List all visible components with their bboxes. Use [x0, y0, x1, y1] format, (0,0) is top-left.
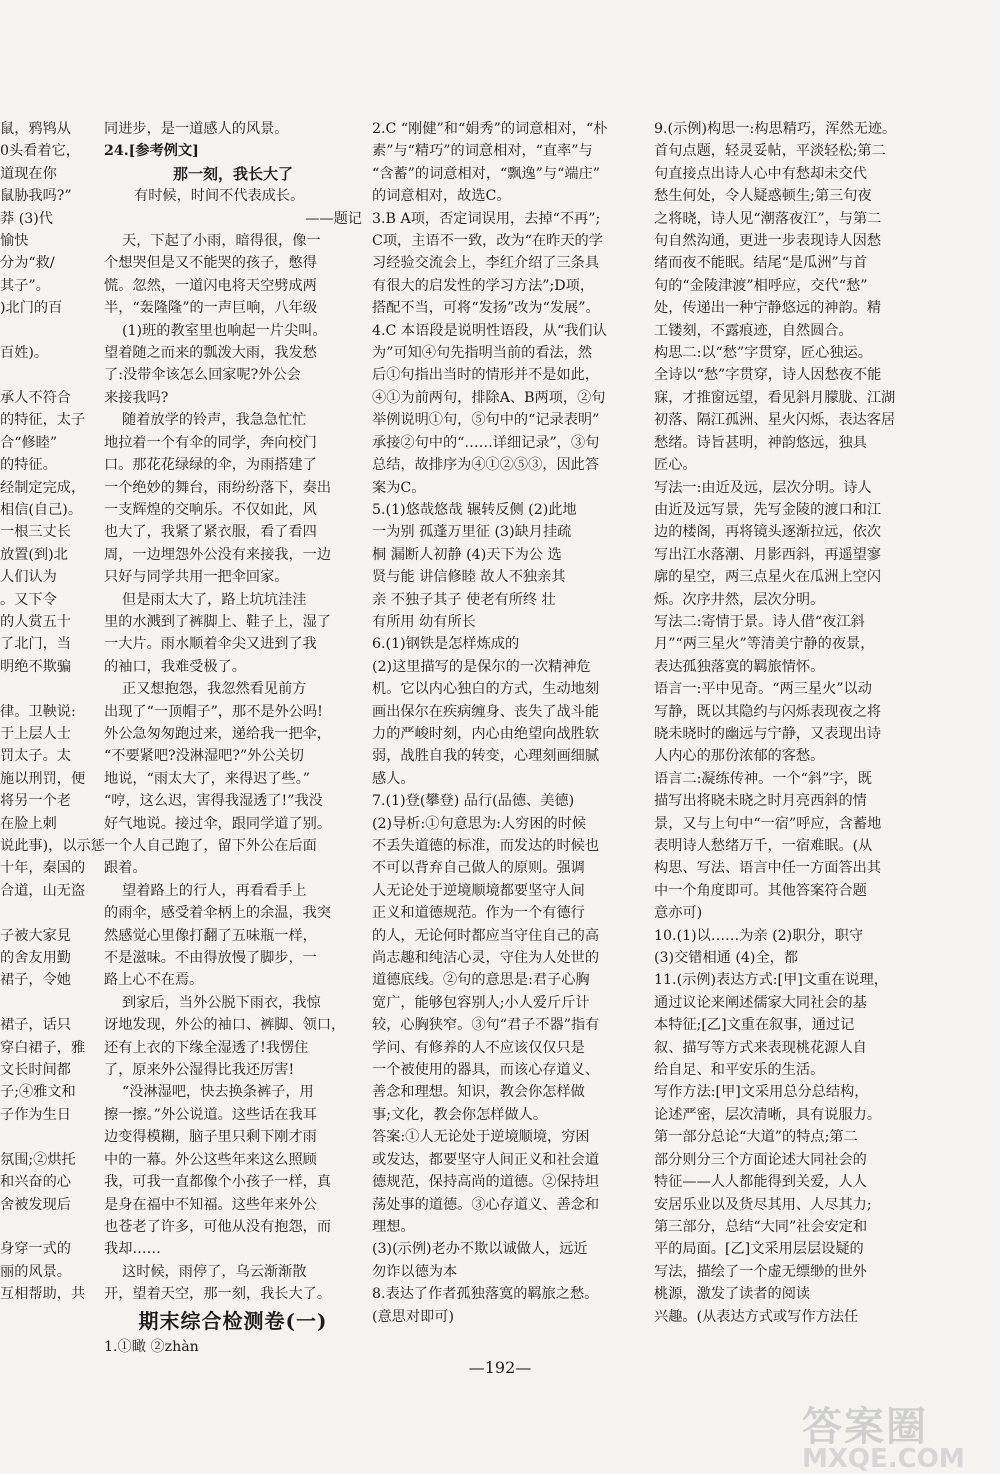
text-line: 廓的星空，两三点星火在瓜洲上空闪	[654, 569, 882, 586]
text-line: 答案:①人无论处于逆境顺境，穷困	[372, 1129, 590, 1146]
text-line: 莽 (3)代	[0, 210, 53, 227]
text-line: (3)交错相通 (4)全，都	[654, 950, 799, 967]
text-line: 氛围;②烘托	[0, 1151, 76, 1168]
text-line: 写静，既以其隐约与闪烁表现夜之将	[654, 703, 882, 720]
text-line: 素”与“精巧”的词意相对，“直率”与	[372, 143, 593, 160]
text-line: “含蓄”的词意相对，“飘逸”与“端庄”	[372, 165, 600, 182]
text-line: 构思二:以“愁”字贯穿，匠心独运。	[654, 345, 872, 362]
text-line: 描写出将晓未晓之时月亮西斜的情	[654, 793, 867, 810]
text-line: 桐 漏断人初静 (4)天下为公 选	[372, 546, 562, 563]
text-line: 2.C “刚健”和“娟秀”的词意相对，“朴	[372, 121, 608, 137]
text-line: 一大片。雨水顺着伞尖又进到了我	[104, 636, 317, 653]
text-line: 写法，描绘了一个虚无缥缈的世外	[654, 1263, 867, 1280]
text-line: 学问、有修养的人不应该仅仅只是	[372, 1039, 585, 1056]
text-line: 之将晓，诗人见“潮落夜江”，与第二	[654, 210, 882, 227]
text-line: 弱，战胜自我的转变，心理刻画细腻	[372, 748, 600, 765]
text-line: 的人赏五十	[0, 613, 71, 630]
watermark	[802, 1395, 992, 1474]
watermark-logo: 答案圈	[802, 1404, 928, 1450]
text-line	[0, 364, 92, 386]
text-line: (意思对即可)	[372, 1308, 455, 1325]
text-line: 句自然沟通，更进一步表现诗人因愁	[654, 233, 882, 250]
text-line: 中的一幕。外公这些年来这么照顾	[104, 1151, 317, 1168]
text-line: 合道，山无盗	[0, 882, 86, 899]
text-line: C项，主语不一致，改为“在昨天的学	[372, 233, 603, 250]
text-line: ——题记	[305, 210, 362, 227]
text-line: 天，下起了小雨，暗得很，像一	[122, 233, 321, 250]
text-line: 亲 不独子其子 使老有所终 壮	[372, 591, 556, 608]
text-line: 由近及远写景，先写金陵的渡口和江	[654, 501, 882, 518]
text-line	[0, 902, 92, 924]
text-line: “哼，这么迟，害得我湿透了!”我没	[104, 793, 323, 810]
text-line: 处，传递出一种宁静悠远的神韵。精	[654, 300, 882, 317]
text-line: 尚志趣和纯洁心灵，守住为人处世的	[372, 950, 600, 967]
text-line: 力的严峻时刻，内心由绝望向战胜软	[372, 725, 600, 742]
text-line: 写法二:寄情于景。诗人借“夜江斜	[654, 613, 865, 630]
text-line	[0, 678, 92, 700]
text-line: 或发达，都要坚守人间正义和社会道	[372, 1151, 600, 1168]
text-line: 愉快	[0, 233, 29, 250]
text-line: 通过议论来阐述儒家大同社会的基	[654, 994, 867, 1011]
text-line: 出现了“一顶帽子”，那不是外公吗!	[104, 703, 323, 720]
text-line: 画出保尔在疾病缠身、丧失了战斗能	[372, 703, 600, 720]
text-line: 全诗以“愁”字贯穿，诗人因愁夜不能	[654, 367, 882, 384]
text-line: 的袖口，我难受极了。	[104, 658, 246, 675]
text-line: 7.(1)登(攀登) 品行(品德、美德)	[372, 793, 575, 810]
text-line: (1)班的教室里也响起一片尖叫。	[122, 322, 327, 339]
text-line	[0, 320, 92, 342]
text-line: 的词意相对，故选C。	[372, 188, 511, 205]
text-line: 习经验交流会上，李红介绍了三条具	[372, 255, 600, 272]
text-line: 也苍老了许多，可他从没有抱怨，而	[104, 1218, 332, 1235]
text-line: 地拉着一个有伞的同学，奔向校门	[104, 434, 317, 451]
text-line: 一个绝妙的舞台，雨纷纷落下，奏出	[104, 479, 332, 496]
text-line: 晓未晓时的幽远与宁静，又表现出诗	[654, 725, 882, 742]
text-line: 然感觉心里像打翻了五味瓶一样，	[104, 927, 317, 944]
text-line: 罚太子。太	[0, 748, 71, 765]
text-line: 承人不符合	[0, 389, 71, 406]
text-line: 本特征;[乙]文重在叙事，通过记	[654, 1017, 855, 1034]
text-line: 总结，故排序为④①②⑤③，因此答	[372, 457, 600, 474]
text-line: 有时候，时间不代表成长。	[134, 188, 305, 205]
text-line: 还有上衣的下缘全湿透了!我愣住	[104, 1039, 309, 1056]
text-line: 后①句指出当时的情形并不是如此，	[372, 367, 600, 384]
text-line: 其子”。	[0, 277, 50, 294]
text-line: 举例说明①句，⑤句中的“记录表明”	[372, 412, 600, 429]
text-line: 在脸上刺	[0, 815, 57, 832]
essay-column	[104, 118, 362, 1358]
text-line: 景，又与上句中“一宿”呼应，含蓄地	[654, 815, 882, 832]
text-line: 感人。	[372, 770, 415, 787]
text-line: 不可以背弃自己做人的原则。强调	[372, 860, 585, 877]
text-line: 匠心。	[654, 457, 697, 474]
text-line: 绪而夜不能眠。结尾“是瓜洲”与首	[654, 255, 868, 272]
text-line: 有很大的启发性的学习方法”;D项，	[372, 277, 595, 294]
text-line: 个想哭但是又不能哭的孩子，憋得	[104, 255, 317, 272]
text-line: 寐，才推窗远望，看见斜月朦胧、江湖	[654, 389, 896, 406]
text-line: 的人，无论何时都应当守住自己的高	[372, 927, 600, 944]
text-line: 望着路上的行人，再看看手上	[122, 882, 307, 899]
text-line: 烁。次序井然，层次分明。	[654, 591, 825, 608]
text-line: 舍被发现后	[0, 1196, 71, 1213]
text-line: 鼠胁我吗?”	[0, 188, 72, 205]
text-line: 期末综合检测卷(一)	[138, 1308, 328, 1333]
text-line: 和兴奋的心	[0, 1174, 71, 1191]
text-line: 十年，秦国的	[0, 860, 86, 877]
text-line: 到家后，当外公脱下雨衣，我惊	[122, 994, 321, 1011]
text-line: 的特征。	[0, 457, 57, 474]
text-line: 地说，“雨太大了，来得迟了些。”	[104, 770, 311, 787]
text-line: 论述严密，层次清晰，具有说服力。	[654, 1106, 882, 1123]
text-line: 擦一擦。”外公说道。这些话在我耳	[104, 1106, 317, 1123]
text-line: 鼠，鸦鸨从	[0, 121, 71, 137]
text-line: 但是雨太大了，路上坑坑洼洼	[122, 591, 307, 608]
text-line: 随着放学的铃声，我急急忙忙	[122, 412, 307, 429]
text-line: 荡处事的道德。③心存道义、善念和	[372, 1196, 600, 1213]
text-line: 是身在福中不知福。这些年来外公	[104, 1196, 317, 1213]
text-line: 正义和道德规范。作为一个有德行	[372, 905, 585, 922]
page-number: —192—	[468, 1358, 532, 1377]
text-line: 开，望着天空，那一刻，我长大了。	[104, 1286, 332, 1303]
watermark-url: MXQE.COM	[802, 1444, 965, 1474]
text-line: 正又想抱怨，我忽然看见前方	[122, 681, 307, 698]
text-line: 表明诗人愁绪万千，一宿难眠。(从	[654, 838, 873, 854]
text-line: 半，“轰隆隆”的一声巨响，八年级	[104, 300, 318, 317]
text-line: 这时候，雨停了，乌云渐渐散	[122, 1263, 307, 1280]
text-line: 愁生何处，令人疑惑顿生;第三句夜	[654, 188, 872, 205]
text-line: 周，一边埋怨外公没有来接我，一边	[104, 546, 332, 563]
text-line: 勿诈以德为本	[372, 1263, 458, 1280]
text-line: 边的楼阁，再将镜头逐渐拉远，依次	[654, 524, 882, 541]
text-line: 我却……	[104, 1241, 161, 1258]
text-line: 好气地说。接过伞，跟同学道了别。	[104, 815, 332, 832]
text-line: 身穿一式的	[0, 1241, 71, 1258]
text-line: 语言二:凝练传神。一个“斜”字，既	[654, 770, 872, 787]
text-line: 也大了，我紧了紧衣服，看了看四	[104, 524, 317, 541]
text-line: 句的“金陵津渡”相呼应，交代“愁”	[654, 277, 868, 294]
text-line: 一为别 孤蓬万里征 (3)缺月挂疏	[372, 524, 572, 541]
text-line: 事;文化，教会你怎样做人。	[372, 1106, 548, 1123]
text-line: 来接我吗?	[104, 389, 169, 406]
text-line: 搭配不当，可将“发扬”改为“发展”。	[372, 300, 600, 317]
text-line: 理想。	[372, 1218, 415, 1235]
text-line: 德规范，保持高尚的道德。②保持坦	[372, 1174, 600, 1191]
text-line: 6.(1)钢铁是怎样炼成的	[372, 636, 520, 653]
text-line: 人内心的那份浓郁的客愁。	[654, 748, 825, 765]
text-line: 一支辉煌的交响乐。不仅如此，风	[104, 501, 317, 518]
text-line: 5.(1)悠哉悠哉 辗转反侧 (2)此地	[372, 501, 577, 518]
text-line: 边变得模糊，脑子里只剩下刚才雨	[104, 1129, 317, 1146]
text-line: 经制定完成，	[0, 479, 86, 496]
text-line: 9.(示例)构思一:构思精巧，浑然无迹。	[654, 121, 897, 137]
text-line: 律。卫鞅说:	[0, 703, 76, 720]
text-line: 了，原来外公湿得比我还厉害!	[104, 1062, 295, 1079]
text-line: 3.B A项，否定词误用，去掉“不再”;	[372, 210, 601, 227]
text-line: 道现在你	[0, 165, 57, 182]
text-line: 那一刻，我长大了	[172, 164, 293, 183]
text-line: 于上层人士	[0, 725, 71, 742]
text-line: (2)这里描写的是保尔的一次精神危	[372, 658, 591, 675]
text-line: 初落、隔江孤洲、星火闪烁，表达客居	[654, 412, 896, 429]
text-line: 语言一:平中见奇。“两三星火”以动	[654, 681, 872, 698]
text-line: 11.(示例)表达方式:[甲]文重在说理，	[654, 972, 888, 989]
text-line: 我，可我一直都像个小孩子一样，真	[104, 1174, 332, 1191]
text-line: 8.表达了作者孤独落寞的羁旅之愁。	[372, 1286, 599, 1303]
text-line: 同进步，是一道感人的风景。	[104, 121, 289, 137]
text-line: 。又下令	[0, 591, 57, 608]
text-line: 子;④雅文和	[0, 1084, 76, 1101]
text-line: (3)(示例)老办不欺以诚做人，远近	[372, 1241, 588, 1258]
text-line: 第一部分总论“大道”的特点;第二	[654, 1129, 858, 1146]
text-line: 人们认为	[0, 569, 57, 586]
text-line: 的雨伞，感受着伞柄上的余温，我突	[104, 905, 332, 922]
text-line: 口。那花花绿绿的伞，为雨搭建了	[104, 457, 317, 474]
text-line: 穿白裙子，雅	[0, 1039, 86, 1056]
text-line: 子作为生日	[0, 1106, 71, 1123]
text-line	[0, 992, 92, 1014]
text-line: 丽的风景。	[0, 1263, 71, 1280]
text-line: 叙、描写等方式来表现桃花源人自	[654, 1039, 867, 1056]
text-line: 放置(到)北	[0, 546, 68, 563]
text-line: 0头看着它，	[0, 143, 80, 160]
text-line: “不要紧吧?没淋湿吧?”外公关切	[104, 748, 304, 765]
text-line: 明绝不欺骗	[0, 658, 71, 675]
text-line: 的舍友用勤	[0, 950, 71, 967]
text-line: 句直接点出诗人心中有愁却未交代	[654, 165, 867, 182]
text-line: 文长时间都	[0, 1062, 71, 1079]
text-line: 给自足、和平安乐的生活。	[654, 1062, 825, 1079]
text-line: 一根三丈长	[0, 524, 71, 541]
text-line: 案为C。	[372, 479, 426, 496]
text-line: 承接②句中的“……详细记录”，③句	[372, 434, 600, 451]
text-line: “没淋湿吧，快去换条裤子，用	[122, 1084, 314, 1101]
text-line: 讶地发现，外公的袖口、裤脚、领口，	[104, 1017, 346, 1034]
text-line: )北门的百	[0, 300, 63, 317]
text-line: 施以刑罚，便	[0, 770, 86, 787]
text-line: 月”“两三星火”等清美宁静的夜景，	[654, 636, 875, 653]
answers-column-a	[372, 118, 644, 1328]
text-line: 24.[参考例文]	[104, 143, 199, 160]
text-line: 的特征，太子	[0, 412, 86, 429]
text-line: 写作方法:[甲]文采用总分总结构，	[654, 1084, 869, 1101]
text-line: 了北门，当	[0, 636, 71, 653]
text-line: 表达孤独落寞的羁旅情怀。	[654, 658, 825, 675]
text-line: 较，心胸狭窄。③句“君子不器”指有	[372, 1017, 600, 1034]
text-line: 子被大家見	[0, 927, 71, 944]
text-line: 互相帮助，共	[0, 1286, 86, 1303]
text-line: 相信(自己)。	[0, 501, 83, 518]
text-line: 构思、写法、语言中任一方面答出其	[654, 860, 882, 877]
text-line: 机。它以内心独白的方式，生动地刻	[372, 681, 600, 698]
text-line: 人无论处于逆境顺境都要坚守人间	[372, 882, 585, 899]
text-line	[0, 1126, 92, 1148]
text-line: 一个被使用的器具，而该心存道义、	[372, 1062, 600, 1079]
text-line: 百姓)。	[0, 345, 49, 362]
text-line: 不丢失道德的标准，而发达的时候也	[372, 838, 600, 854]
text-line: 特征——人人都能得到关爱，人人	[654, 1174, 867, 1191]
text-line: 贤与能 讲信修睦 故人不独亲其	[372, 569, 566, 586]
text-line: 宽广，能够包容别人;小人爱斤斤计	[372, 994, 590, 1011]
text-line: 善念和理想。知识，教会你怎样做	[372, 1084, 585, 1101]
text-line: (2)导析:①句意思为:人穷困的时候	[372, 815, 587, 832]
text-line: 4.C 本语段是说明性语段，从“我们认	[372, 322, 607, 339]
text-line: 写法一:由近及远，层次分明。诗人	[654, 479, 872, 496]
text-line: 兴趣。(从表达方式或写作方法任	[654, 1308, 859, 1325]
text-line: 一个人自己跑了，留下外公在后面	[104, 838, 317, 854]
text-line: 工镂刻，不露痕迹，自然圆合。	[654, 322, 853, 339]
text-line: 第三部分，总结“大同”社会安定和	[654, 1218, 868, 1235]
text-line: 不是滋味。不由得放慢了脚步，一	[104, 950, 317, 967]
text-line: 中一个角度即可。其他答案符合题	[654, 882, 867, 899]
text-line: 跟着。	[104, 860, 147, 877]
text-line: 路上心不在焉。	[104, 972, 204, 989]
text-line: 裙子，令她	[0, 972, 71, 989]
text-line: 望着随之而来的瓢泼大雨，我发愁	[104, 345, 317, 362]
text-line: 首句点题，轻灵妥帖，平淡轻松;第二	[654, 143, 886, 160]
text-line: 只好与同学共用一把伞回家。	[104, 569, 289, 586]
text-line: 裙子，话只	[0, 1017, 71, 1034]
text-line: 1.①瞰 ②zhàn	[104, 1338, 199, 1355]
text-line	[0, 1216, 92, 1238]
text-line: 10.(1)以……为亲 (2)职分，职守	[654, 927, 864, 944]
text-line: ④①为前两句，排除A、B两项，②句	[372, 389, 606, 406]
text-line: 说此事)，以示惩	[0, 838, 105, 854]
text-line: 外公急匆匆跑过来，递给我一把伞，	[104, 725, 332, 742]
text-line: 安居乐业以及货尽其用、人尽其力;	[654, 1196, 872, 1213]
text-line: 意亦可)	[654, 905, 703, 922]
answers-column-b	[654, 118, 994, 1328]
text-line: 写出江水落潮、月影西斜，再遥望寥	[654, 546, 882, 563]
text-line: 合“修睦”	[0, 434, 58, 451]
text-line: 慌。忽然，一道闪电将天空劈成两	[104, 277, 317, 294]
text-line: 将另一个老	[0, 793, 71, 810]
text-line: 为”可知④句先指明当前的看法，然	[372, 345, 593, 362]
text-line: 平的局面。[乙]文采用层层设疑的	[654, 1241, 864, 1258]
text-line: 了:没带伞该怎么回家呢?外公会	[104, 367, 301, 384]
text-line: 分为“救/	[0, 255, 55, 272]
text-line: 愁绪。诗旨甚明，神韵悠远，独具	[654, 434, 867, 451]
text-line: 桃源，激发了读者的阅读	[654, 1286, 811, 1303]
left-cut-column	[0, 118, 105, 1306]
text-line: 有所用 幼有所长	[372, 613, 476, 630]
text-line: 道德底线。②句的意思是:君子心胸	[372, 972, 590, 989]
text-line: 里的水溅到了裤脚上、鞋子上，湿了	[104, 613, 332, 630]
text-line: 部分则分三个方面论述大同社会的	[654, 1151, 867, 1168]
